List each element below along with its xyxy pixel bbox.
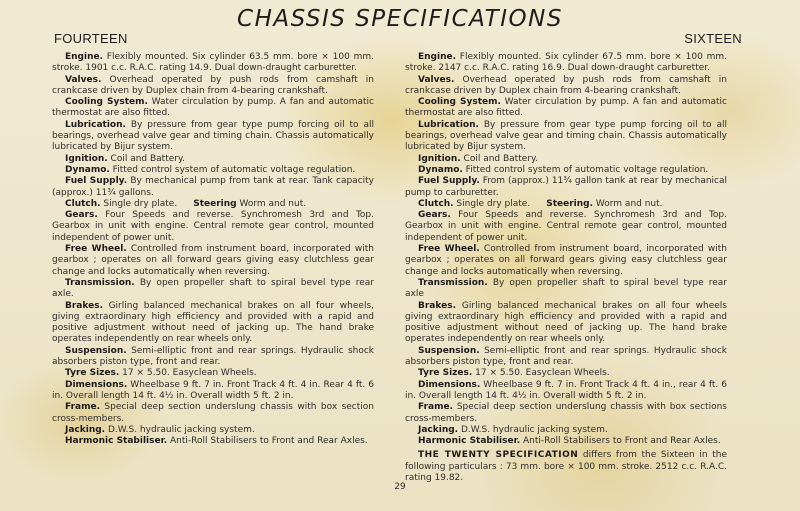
spec-text: Semi-elliptic front and rear springs. Hydraulic shock absorbers piston type, front and rear. (405, 345, 727, 368)
spec-entry (52, 244, 374, 278)
spec-label: Cooling System. (418, 97, 501, 108)
spec-entry (52, 380, 374, 403)
spec-entry (405, 244, 727, 278)
spec-text: Single dry plate. (100, 198, 178, 209)
spec-entry (52, 97, 374, 120)
spec-text: By mechanical pump from tank at rear. Tank capacity (approx.) 11¾ gallons. (52, 176, 375, 198)
spec-text: Four Speeds and reverse. Synchromesh 3rd and Top. Gearbox in unit with engine. Central remote gear control, mounted independent of power unit. (52, 210, 374, 243)
spec-text: Wheelbase 9 ft. 7 in. Front Track 4 ft. 4 in., rear 4 ft. 6 in. Overall length 14 ft. 4½ in. Overall width 5 ft. 2 in. (405, 379, 727, 401)
spec-label: Dynamo. (418, 164, 463, 175)
spec-entry (405, 402, 727, 425)
spec-label: Valves. (65, 74, 102, 85)
spec-text: 17 × 5.50. Easyclean Wheels. (119, 368, 257, 379)
spec-label: Brakes. (418, 300, 456, 311)
spec-text: Overhead operated by push rods from camshaft in crankcase driven by Duplex chain from 4-bearing crankshaft. (405, 74, 727, 96)
spec-label: Dynamo. (65, 164, 110, 175)
spec-label-secondary: Steering. (546, 198, 594, 209)
page-title: CHASSIS SPECIFICATIONS (237, 6, 563, 32)
spec-entry (405, 210, 727, 244)
spec-label: Ignition. (418, 153, 461, 164)
spec-text: Flexibly mounted. Six cylinder 67.5 mm. bore × 100 mm. stroke. 2147 c.c. R.A.C. rating 16.9. Dual down-draught carburetter. (405, 52, 727, 74)
spec-label: Dimensions. (418, 379, 481, 390)
sixteen-heading: SIXTEEN (684, 31, 742, 46)
spec-text: Coil and Battery. (460, 153, 538, 164)
spec-label: Gears. (65, 210, 98, 221)
spec-text: Fitted control system of automatic voltage regulation. (462, 164, 709, 175)
spec-entry (405, 346, 727, 369)
spec-entry (52, 120, 374, 154)
spec-text: Wheelbase 9 ft. 7 in. Front Track 4 ft. 4 in. Rear 4 ft. 6 in. Overall length 14 ft. 4½ in. Overall width 5 ft. 2 in. (52, 379, 374, 401)
spec-label: Dimensions. (65, 379, 128, 390)
spec-label: Free Wheel. (418, 244, 480, 255)
sixteen-spec-list (405, 52, 727, 447)
spec-entry (405, 425, 727, 436)
spec-text-secondary: Worm and nut. (593, 198, 663, 209)
spec-text: Water circulation by pump. A fan and automatic thermostat are also fitted. (405, 97, 727, 119)
spec-text: Controlled from instrument board, incorporated with gearbox ; operates on all forward gears giving easy clutchless gear change and locks automatically when reversing. (52, 244, 374, 277)
spec-entry (52, 176, 374, 199)
spec-entry (52, 52, 374, 75)
spec-entry (52, 301, 374, 346)
spec-entry (405, 154, 727, 165)
spec-text: Overhead operated by push rods from camshaft in crankcase driven by Duplex chain from 4-bearing crankshaft. (52, 74, 374, 96)
spec-entry (405, 301, 727, 346)
spec-entry (405, 380, 727, 403)
spec-label: Lubrication. (65, 119, 126, 130)
spec-label: Free Wheel. (65, 244, 127, 255)
spec-text: Fitted control system of automatic voltage regulation. (109, 164, 356, 175)
spec-text: By open propeller shaft to spiral bevel type rear axle (405, 277, 727, 300)
spec-label: Suspension. (65, 345, 127, 356)
spec-label: Brakes. (65, 300, 103, 311)
spec-text: Water circulation by pump. A fan and automatic thermostat are also fitted. (52, 97, 374, 119)
twenty-specification-label: THE TWENTY SPECIFICATION (418, 450, 579, 461)
spec-text: Single dry plate. (453, 198, 531, 209)
spec-entry (405, 436, 727, 447)
spec-entry (405, 120, 727, 154)
spec-label: Harmonic Stabiliser. (65, 436, 168, 447)
spec-text: Semi-elliptic front and rear springs. Hydraulic shock absorbers piston type, front and rear. (52, 345, 374, 368)
spec-label: Suspension. (418, 345, 480, 356)
spec-text: Controlled from instrument board, incorporated with gearbox ; operates on all forward gears giving easy clutchless gear change and locks automatically when reversing. (405, 244, 727, 277)
spec-label: Transmission. (65, 277, 135, 288)
spec-label: Engine. (65, 52, 104, 62)
spec-entry (405, 176, 727, 199)
spec-text: D.W.S. hydraulic jacking system. (105, 424, 255, 435)
spec-text: Girling balanced mechanical brakes on all four wheels giving extraordinary high efficiency and provided with a rapid and positive adjustment without need of jacking up. The hand brake operates independently on rear wheels only. (405, 300, 727, 345)
spec-entry (52, 154, 374, 165)
spec-text: Anti-Roll Stabilisers to Front and Rear Axles. (520, 436, 721, 447)
spec-entry (405, 278, 727, 301)
spec-text: From (approx.) 11¾ gallon tank at rear by mechanical pump to carburetter. (405, 176, 727, 198)
spec-text: D.W.S. hydraulic jacking system. (458, 424, 608, 435)
spec-label-secondary: Steering (193, 198, 237, 209)
spec-text: Flexibly mounted. Six cylinder 63.5 mm. bore × 100 mm. stroke. 1901 c.c. R.A.C. rating 14.9. Dual down-draught carburetter. (52, 52, 374, 74)
spec-label: Transmission. (418, 277, 488, 288)
spec-label: Fuel Supply. (418, 176, 480, 187)
spec-text: Girling balanced mechanical brakes on all four wheels, giving extraordinary high efficiency and provided with a rapid and positive adjustment without need of jacking up. The hand brake operates independently on rear wheels only. (52, 300, 374, 345)
spec-entry (52, 346, 374, 369)
spec-entry (52, 425, 374, 436)
fourteen-heading: FOURTEEN (54, 31, 128, 46)
spec-entry (52, 165, 374, 176)
twenty-specification-text: differs from the Sixteen in the following particulars : 73 mm. bore × 100 mm. stroke. 2512 c.c. R.A.C. rating 19.82. (405, 450, 727, 483)
spec-entry (52, 278, 374, 301)
spec-entry (52, 436, 374, 447)
spec-entry (52, 75, 374, 98)
spec-label: Tyre Sizes. (418, 368, 473, 379)
spec-label: Lubrication. (418, 119, 479, 130)
spec-label: Clutch. (65, 198, 101, 209)
spec-entry (52, 402, 374, 425)
spec-text: Anti-Roll Stabilisers to Front and Rear Axles. (167, 436, 368, 447)
fourteen-spec-column (52, 52, 374, 447)
spec-entry (405, 52, 727, 75)
spec-text: Special deep section underslung chassis with box section cross-members. (52, 402, 374, 424)
spec-text-secondary: Worm and nut. (236, 198, 307, 209)
spec-entry (52, 368, 374, 379)
spec-label: Fuel Supply. (65, 176, 128, 187)
sixteen-spec-column (405, 52, 727, 484)
spec-text: By pressure from gear type pump forcing oil to all bearings, overhead valve gear and timing chain. Chassis automatically lubricated by Bijur system. (405, 119, 727, 153)
spec-label: Engine. (418, 52, 457, 62)
spec-entry (405, 165, 727, 176)
spec-text: Coil and Battery. (107, 153, 185, 164)
spec-label: Harmonic Stabiliser. (418, 436, 521, 447)
spec-label: Valves. (418, 74, 455, 85)
twenty-specification-note (405, 450, 727, 484)
spec-label: Tyre Sizes. (65, 368, 120, 379)
spec-label: Gears. (418, 210, 451, 221)
spec-label: Frame. (418, 402, 453, 413)
spec-text: Special deep section underslung chassis with box sections cross-members. (405, 402, 727, 424)
spec-label: Clutch. (418, 198, 454, 209)
spec-label: Cooling System. (65, 97, 148, 108)
spec-text: Four Speeds and reverse. Synchromesh 3rd and Top. Gearbox in unit with engine. Central remote gear control, mounted independent of power unit. (405, 210, 727, 243)
spec-entry (52, 210, 374, 244)
spec-entry (405, 199, 727, 210)
spec-label: Jacking. (418, 424, 459, 435)
spec-text: 17 × 5.50. Easyclean Wheels. (472, 368, 610, 379)
spec-label: Ignition. (65, 153, 108, 164)
spec-entry (405, 75, 727, 98)
spec-entry (405, 97, 727, 120)
page-number: 29 (394, 482, 406, 492)
spec-text: By pressure from gear type pump forcing oil to all bearings, overhead valve gear and timing chain. Chassis automatically lubricated by Bijur system. (52, 119, 374, 153)
spec-entry (405, 368, 727, 379)
spec-label: Frame. (65, 402, 100, 413)
spec-text: By open propeller shaft to spiral bevel type rear axle. (52, 277, 374, 300)
spec-entry (52, 199, 374, 210)
spec-label: Jacking. (65, 424, 106, 435)
